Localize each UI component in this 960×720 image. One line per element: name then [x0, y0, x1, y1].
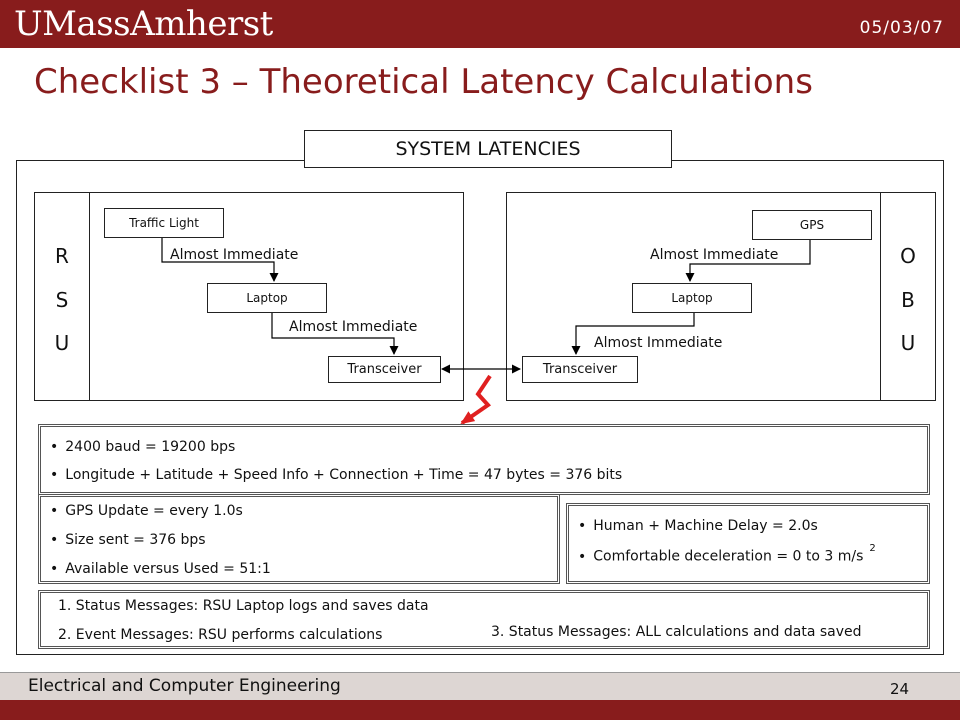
rsu-letter-r: R [55, 244, 69, 268]
rsu-connector-2 [272, 313, 394, 354]
rsu-latency-label-2: Almost Immediate [289, 319, 418, 335]
message-item-2: 2. Event Messages: RSU performs calculations [58, 627, 383, 643]
packet-size-item: • Longitude + Latitude + Speed Info + Connection + Time = 47 bytes = 376 bits [50, 467, 622, 483]
available-used-item: • Available versus Used = 51:1 [50, 561, 271, 577]
rsu-transceiver-node: Transceiver [328, 356, 441, 383]
baud-rate-item: • 2400 baud = 19200 bps [50, 439, 235, 455]
obu-connector-1 [690, 240, 810, 281]
obu-letter-u: U [900, 331, 916, 355]
message-item-1: 1. Status Messages: RSU Laptop logs and saves data [58, 598, 429, 614]
obu-letter-b: B [901, 288, 915, 312]
obu-latency-label-1: Almost Immediate [650, 247, 779, 263]
obu-gps-node: GPS [752, 210, 872, 240]
deceleration-exponent: 2 [869, 543, 876, 554]
rsu-traffic-light-node: Traffic Light [104, 208, 224, 238]
lightning-icon [462, 376, 490, 423]
gps-update-item: • GPS Update = every 1.0s [50, 503, 243, 519]
footer-department: Electrical and Computer Engineering [28, 676, 341, 696]
obu-letter-o: O [900, 244, 916, 268]
obu-latency-label-2: Almost Immediate [594, 335, 723, 351]
university-logo: UMassAmherst [14, 4, 273, 44]
rsu-letter-u: U [54, 331, 70, 355]
message-item-3: 3. Status Messages: ALL calculations and data saved [491, 624, 862, 640]
size-sent-item: • Size sent = 376 bps [50, 532, 206, 548]
obu-laptop-node: Laptop [632, 283, 752, 313]
rsu-letter-s: S [55, 288, 69, 312]
link-info-box [38, 424, 930, 495]
rsu-connector-1 [162, 238, 274, 281]
slide-title: Checklist 3 – Theoretical Latency Calculations [34, 62, 813, 102]
deceleration-text: Comfortable deceleration = 0 to 3 m/s [593, 548, 864, 565]
obu-transceiver-node: Transceiver [522, 356, 638, 383]
deceleration-item [578, 543, 876, 565]
page-number: 24 [890, 680, 910, 698]
slide-date: 05/03/07 [859, 18, 944, 38]
rsu-laptop-node: Laptop [207, 283, 327, 313]
section-title: SYSTEM LATENCIES [304, 130, 672, 168]
obu-connector-2 [576, 313, 694, 354]
rsu-latency-label-1: Almost Immediate [170, 247, 299, 263]
human-delay-item: • Human + Machine Delay = 2.0s [578, 518, 818, 534]
bottom-bar [0, 700, 960, 720]
